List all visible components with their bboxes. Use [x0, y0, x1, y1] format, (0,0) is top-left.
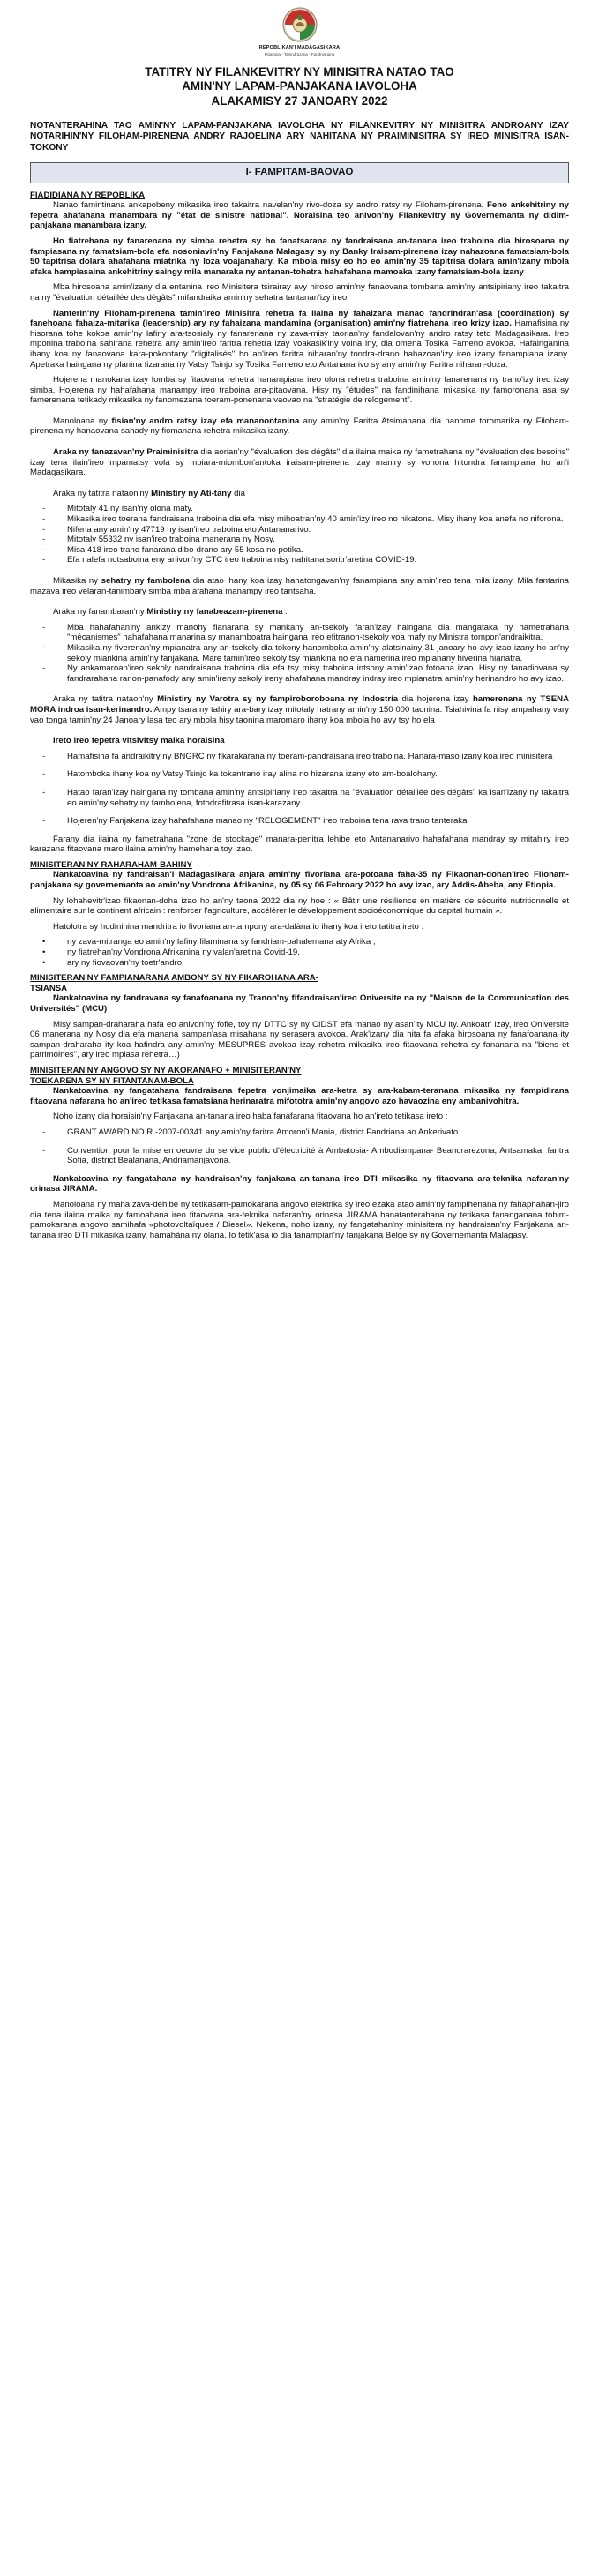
- section-heading: [30, 973, 569, 993]
- list-item: • ary ny fiovaovan'ny toetr'andro.: [42, 958, 569, 969]
- section-heading: MINISITERAN'NY RAHARAHAM-BAHINY: [30, 859, 192, 870]
- paragraph: [30, 1086, 569, 1106]
- section-heading: [30, 1066, 569, 1086]
- section-title: I- FAMPITAM-BAOVAO: [30, 162, 569, 183]
- paragraph: Noho izany dia horaisin'ny Fanjakana an-tanana ireo haba fanafarana fitaovana ho an'ireto tetikasa ireto :: [53, 1112, 448, 1122]
- text-run: :: [282, 607, 288, 618]
- lead-paragraph: NOTANTERAHINA TAO AMIN'NY LAPAM-PANJAKANA IAVOLOHA NY FILANKEVITRY NY MINISITRA ANDROANY IZAY NOTARIHIN'NY FILOHAM-PIRENENA ANDRY RAJOELINA ARY NAHITANA NY PRAIMINISITRA SY IREO MINISITRA ISAN-TOKONY: [30, 121, 569, 153]
- bold-text: Nankatoavina ny fandravana sy fanafoanana ny Tranon'ny fifandraisan'ireo Oniversite na ny "Maison de la Communication des Universités" (MCU): [30, 993, 569, 1015]
- section-fampianarana-ambony: [30, 973, 569, 1060]
- paragraph: [30, 416, 569, 437]
- text-run: Araka ny tatitra nataon'ny: [53, 694, 158, 705]
- paragraph: [30, 447, 569, 478]
- bold-text: Ministiry ny Varotra sy ny fampiroboroboana ny Indostria: [157, 694, 399, 705]
- paragraph: [30, 870, 569, 890]
- paragraph: Hojerena manokana izay fomba sy fitaovana rehetra hanampiana ireo olona rehetra traboina amin'ny fanarenana ny trano'izy ireo izay simba. Hojerena ny hahafahana manampy ireo traboina ara-pitaovana. Hisy ny "études" na fandinihana mikasika ny famoronana asa sy famerenana tetikady mikasika ny fanomezana toeram-ponenana vaovao na "stratégie de relogement".: [30, 375, 569, 406]
- paragraph: [30, 576, 569, 596]
- section-angovo: [30, 1066, 569, 1240]
- list-item: - Mikasika ireo toerana fandraisana traboina dia efa misy mihoatran'ny 40 amin'izy ireo no nikatona. Misy ihany koa anefa no niforona.: [42, 514, 569, 525]
- republic-name: REPOBLIKAN'I MADAGASIKARA: [258, 45, 341, 50]
- list-item: - Hatao faran'izay haingana ny tombana amin'ny antsipiriany ireo takaitra na "évaluation détaillée des dégâts" ka isan'izany ny takaitra eo amin'ny sehatry ny fambolena, fotodrafitrasa isan-karazany.: [42, 788, 569, 808]
- list-item: - Mikasika ny fiverenan'ny mpianatra any an-tsekoly dia tokony hanomboka amin'ny alatsinainy 31 janoary ho avy izao izany ho an'ny sekoly miankina amin'ny fanjakana. Mare tamin'ireo sekoly tsy miankina no efa namerina ireo mpianany hiverina hianatra.: [42, 643, 569, 663]
- paragraph: [30, 200, 569, 231]
- list-item: - Hamafisina fa andraikitry ny BNGRC ny fikarakarana ny toeram-pandraisana ireo traboina. Hanara-maso izany koa ireo minisitera: [42, 752, 569, 762]
- bold-text: fisian'ny andro ratsy izay efa mananontanina: [111, 416, 300, 426]
- list-item: - Nifena any amin'ny 47719 ny isan'ireo traboina eto Antananarivo.: [42, 525, 569, 535]
- list-item: - Convention pour la mise en oeuvre du service public d'électricité à Ambatosia- Ambodiampana- Beandrarezona, Antsamaka, faritra Sofia, district Bealanana, Andriamanjavona.: [42, 1146, 569, 1166]
- text-run: dia atao ihany koa izay hahatongavan'ny fanampiana any amin'ireo tena mila izany. Mila fantarina mazava ireo velaran-tanimbary simba mba afahana manampy ireo tantsaha.: [30, 576, 569, 596]
- paragraph: [30, 309, 569, 371]
- heading-line: MINISITERAN'NY FAMPIANARANA AMBONY SY NY FIKAROHANA ARA-: [30, 973, 318, 984]
- text-run: Araka ny fanambaran'ny: [53, 607, 147, 618]
- bold-text: Araka ny fanazavan'ny Praiminisitra: [53, 447, 198, 458]
- bold-text: hamerenana ny TSENA MORA indroa isan-kerinandro.: [30, 694, 569, 715]
- bold-text: Nankatoavina ny fangatahana fandraisana fepetra vonjimaika ara-ketra sy ara-kabam-teranana mikasika ny fampidirana fitaovana nafarana ho an'ireo tetikasa famatsiana herinaratra mifototra amin'ny angovo azo havaozina eny ambanivohitra.: [30, 1086, 569, 1106]
- list-item: - Hatomboka ihany koa ny Vatsy Tsinjo ka tokantrano iray alina no hizarana izany eto am-boalohany.: [42, 769, 569, 780]
- list-item: • ny zava-mitranga eo amin'ny lafiny filaminana sy fandriam-pahalemana aty Afrika ;: [42, 937, 569, 947]
- paragraph: [30, 489, 569, 499]
- title-line: AMIN'NY LAPAM-PANJAKANA IAVOLOHA: [182, 79, 417, 94]
- text-run: dia hojerena izay: [398, 694, 473, 705]
- urgent-measures-list: [30, 752, 569, 827]
- document-header: [30, 5, 569, 109]
- education-list: [30, 623, 569, 685]
- section-heading: FIADIDIANA NY REPOBLIKA: [30, 190, 146, 200]
- text-run: Hamafisina ny hisorana tohe kokoa amin'ny lafiny ara-tsosialy ny fanarenana ny zava-misy taorian'ny fandalovan'ny andro ratsy teto Madagasikara. Ireo mponina traboina sahirana rehetra any amin'ireo faritra rehetra izay voakasik'iny voina iny, dia omena Tosika Fameno avokoa. Hafainganina ihany koa ny fanaovana kara-pokontany "digitalisés" ho an'ireo faritra niharan'ny tondra-drano hahazoan'izy ireo izany fanampiana izany. Apetraka haingana ny planina fizarana ny Vatsy Tsinjo sy Tosika Fameno eto Antananarivo sy any amin'ny Faritra niharan-doza.: [30, 318, 570, 370]
- list-item: - Ny ankamaroan'ireo sekoly nandraisana traboina dia efa tsy misy traboina intsony amin'izao fotoana izao. Hisy ny fanadiovana sy fandrarahana ranon-panafody any amin'ireny sekoly ireny ahafahana mandray indray ireo mpianatra amin'ny herinandro ho avy izao.: [42, 663, 569, 684]
- national-emblem-icon: [277, 5, 323, 44]
- report-list: [30, 937, 569, 968]
- paragraph: [30, 236, 569, 277]
- bold-text: Nanterin'ny Filoham-pirenena tamin'ireo Minisitra rehetra fa ilaina ny fahaizana manao fandrindran'asa (coordination) sy fanehoana fahaiza-mitarika (leadership) ary ny fahaizana mandamina (organisation) amin'ny fiatrehana ireo krizy izao.: [30, 308, 569, 329]
- text-run: Nanao famintinana ankapobeny mikasika ireo takaitra navelan'ny rivo-doza sy andro ratsy ny Filoham-pirenena.: [53, 200, 484, 211]
- list-item: - Efa nalefa notsaboina eny anivon'ny CTC ireo traboina nisy nahitana soritr'aretina COVID-19.: [42, 555, 569, 565]
- paragraph: Mba hirosoana amin'izany dia entanina ireo Minisitera tsirairay avy hiroso amin'ny fanaovana tombana amin'ny antsipiriany ireo takaitra na ny "évaluation détaillée des dégâts" mifandraika amin'ny sehatra tantanan'izy ireo.: [30, 282, 569, 303]
- paragraph: [30, 736, 569, 746]
- paragraph: Ny lohahevitr'izao fikaonan-doha izao ho an'ny taona 2022 dia ny hoe : « Bâtir une résilience en matière de sécurité nutritionnelle et alimentaire sur le continent africain : renforcer l'agriculture, accélérer le développement socioéconomique du capital humain ».: [30, 895, 569, 917]
- bold-text: Feno ankehitriny ny fepetra ahafahana manambara ny "état de sinistre national". Noraisina teo anivon'ny Filankevitry ny Governemanta ny didim-panjakana manambara izany.: [30, 200, 569, 231]
- heading-line: MINISITERAN'NY ANGOVO SY NY AKORANAFO + MINISITERAN'NY: [30, 1065, 302, 1075]
- text-run: any amin'ny Faritra Atsimanana dia nanome toromarika ny Filoham-pirenena ny hanaovana sahady ny fiomanana rehetra mikasika izany.: [30, 416, 570, 437]
- paragraph: [30, 607, 569, 618]
- bold-text: Ministiry ny Ati-tany: [151, 488, 232, 498]
- paragraph: [30, 1174, 569, 1194]
- heading-line: TSIANSA: [30, 983, 68, 993]
- text-run: Ampy tsara ny tahiry ara-bary izay mitotaly hatrany amin'ny 150 000 taonina. Tsiahivina fa nisy ampahany vary vao tonga tamin'ny 24 Janoary lasa teo ary mbola hisy taonina maromaro ihany koa mbola ho avy tsy ho ela: [30, 704, 569, 725]
- list-item: - GRANT AWARD NO R -2007-00341 any amin'ny faritra Amoron'i Mania, district Fandriana ao Ankerivato.: [42, 1127, 569, 1138]
- text-run: Mikasika ny: [53, 576, 101, 587]
- paragraph: Misy sampan-draharaha hafa eo anivon'ny fofie, toy ny DTTC sy ny CIDST efa manao ny asan'ity MCU ity. Ankoatr' izay, ireo Oniversite 06 manerana ny Nosy dia efa manana sampan'asa misahana ny serasera avokoa. Arak'izany dia hita fa afaka hirosoana ny fanafoanana ity sampan-draharaha ity koa hafindra any amin'ny MESUPRES avokoa izay rehetra mikasika ireo fitaovana rehetra sy fananana na "biens et patrimoines", ary ireo mpiasa rehetra…): [30, 1019, 569, 1060]
- bold-text: Ministiry ny fanabeazam-pirenena: [146, 607, 283, 618]
- bold-text: Nankatoavina ny fangatahana ny handraisan'ny fanjakana an-tanana ireo DTI mikasika ny fitaovana ara-teknika nafaran'ny orinasa JIRAMA.: [30, 1173, 569, 1194]
- list-item: - Mitotaly 41 ny isan'ny olona maty.: [42, 504, 569, 514]
- text-run: dia aorian'ny "évaluation des dégâts" dia ilaina maika ny fametrahana ny "évaluation des besoins" izay tena ilain'ireo mpamatsy vola sy mpiara-miombon'antoka iraisam-pirenena izay maniry sy vonona hitondra fanampiana ho an'i Madagasikara.: [30, 447, 569, 478]
- project-list: [30, 1127, 569, 1166]
- text-run: Araka ny tatitra nataon'ny: [53, 488, 152, 498]
- page-title: [30, 65, 569, 109]
- bold-text: Ho fiatrehana ny fanarenana ny simba rehetra sy ho fanatsarana ny fandraisana an-tanana ireo traboina dia hirosoana ny fampiasana ny famatsiam-bola efa nosoniavin'ny Fanjakana Malagasy sy ny Banky Iraisam-pirenena izay nahazoana famatsiam-bola 50 tapitrisa dolara ahafahana miatrika ny loza voajanahary. Ka mbola misy eo ho eo amin'ny 35 tapitrisa dolara amin'izany mbola afaka hampiasaina ankehitriny saingy mila manaraka ny antanan-tohatra hahafahana mamoaka izany famatsiam-bola izany: [30, 236, 569, 277]
- list-item: - Mba hahafahan'ny ankizy manohy fianarana sy mankany an-tsekoly faran'izay haingana dia mangataka ny hametrahana "mécanismes" hahafahana manarina sy manamboatra haingana ireo efitranon-tsekoly voa mafy ny Ministra tompon'andraikitra.: [42, 623, 569, 643]
- republic-motto: Fitiavana - Tanindrazana - Fandrosoana: [264, 51, 335, 56]
- casualty-list: [30, 504, 569, 565]
- bold-text: Nankatoavina ny fandraisan'i Madagasikara anjara amin'ny fivoriana ara-potoana faha-35 ny Fikaonan-dohan'ireo Filoham-panjakana sy governemanta ao amin'ny Vondrona Afrikanina, ny 05 sy 06 Febroary 2022 ho avy izao, ary Addis-Abeba, any Etiopia.: [30, 870, 569, 891]
- text-run: dia: [231, 488, 245, 498]
- paragraph: Manoloana ny maha zava-dehibe ny tetikasam-pamokarana angovo elektrika sy ireo ezaka atao amin'ny fampihenana ny fahaphahan-jiro dia tena ilaina maika ny famoahana ireo fitaovana ara-teknika nafaran'ny orinasa JIRAMA hanatanterahana ny tetikasa fananganana tobim-pamokarana angovo samihafa «photovoltaïques / Diesel». Nekena, noho izany, ny fangatahan'ny minisitera ny handraisan'ny Fanjakana an-tanana ireo DTI mikasika izany, hamahàna ny olana. Io tetik'asa io dia fanampian'ny fanjakana Belge sy ny Governemanta Malagasy.: [30, 1199, 569, 1240]
- list-item: - Mitotaly 55332 ny isan'ireo traboina manerana ny Nosy.: [42, 535, 569, 545]
- text-run: Manoloana ny: [53, 416, 112, 426]
- title-line: TATITRY NY FILANKEVITRY NY MINISITRA NATAO TAO: [145, 65, 454, 79]
- paragraph: [30, 993, 569, 1014]
- section-raharaham-bahiny: [30, 860, 569, 968]
- title-line: ALAKAMISY 27 JANOARY 2022: [211, 94, 388, 108]
- list-item: • ny fiatrehan'ny Vondrona Afrikanina ny valan'aretina Covid-19,: [42, 947, 569, 958]
- list-item: - Misa 418 ireo trano fanarana dibo-drano ary 55 kosa no potika.: [42, 545, 569, 556]
- list-item: - Hojeren'ny Fanjakana izay hahafahana manao ny "RELOGEMENT" ireo traboina tena rava trano tanteraka: [42, 816, 569, 827]
- paragraph: Farany dia ilaina ny fametrahana "zone de stockage" manara-penitra lehibe eto Antananarivo hahafahana mandray sy mitahiry ireo karazana fitaovana maro ilaina amin'ny hamehana toy izao.: [30, 834, 569, 855]
- paragraph: Hatolotra sy hodinihina mandritra io fivoriana an-tampony ara-dalàna io ihany koa ireto tatitra ireto :: [53, 921, 424, 932]
- paragraph: [30, 694, 569, 725]
- bold-text: sehatry ny fambolena: [101, 576, 191, 587]
- bold-text: Ireto ireo fepetra vitsivitsy maika horaisina: [53, 736, 225, 746]
- section-fiadidiana: [30, 191, 569, 855]
- heading-line: TOEKARENA SY NY FITANTANAM-BOLA: [30, 1075, 194, 1086]
